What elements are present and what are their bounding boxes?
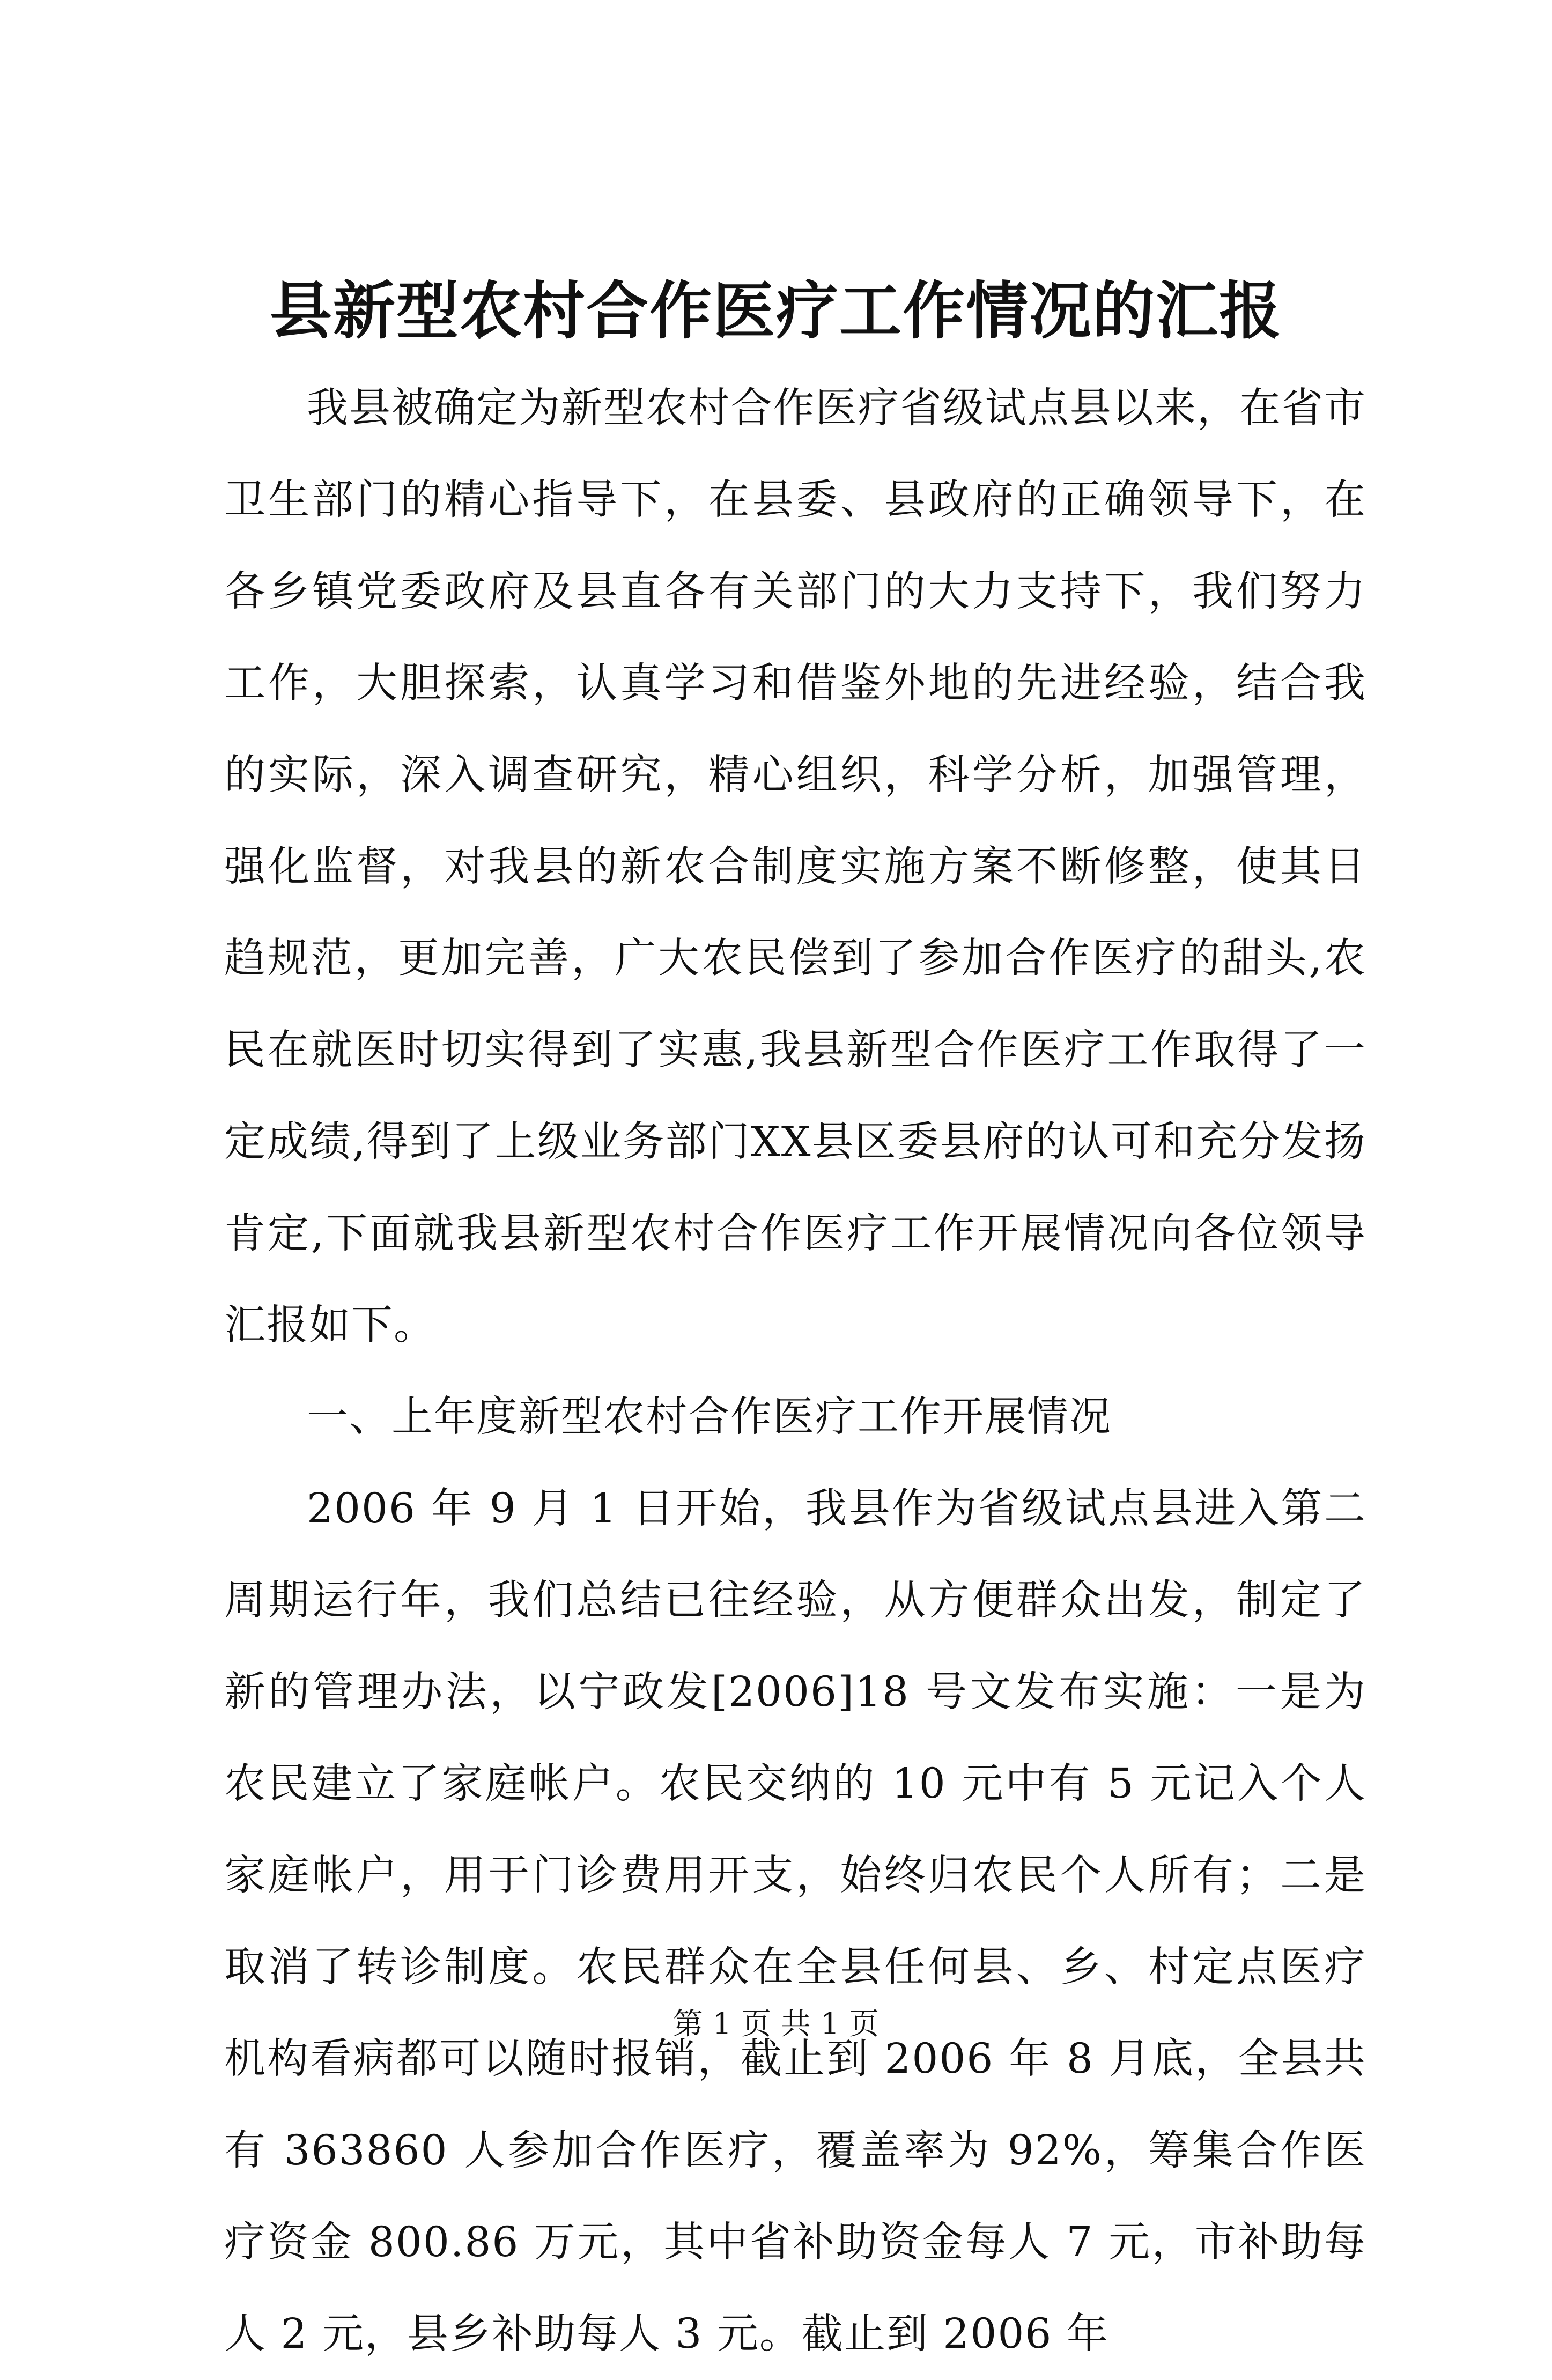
document-title: 县新型农村合作医疗工作情况的汇报 xyxy=(270,275,1282,348)
intro-paragraph: 我县被确定为新型农村合作医疗省级试点县以来，在省市卫生部门的精心指导下，在县委、县政府的正确领导下，在各乡镇党委政府及县直各有关部门的大力支持下，我们努力工作，大胆探索，认真学习和借鉴外地的先进经验，结合我的实际，深入调查研究，精心组织，科学分析，加强管理，强化监督，对我县的新农合制度实施方案不断修整，使其日趋规范，更加完善，广大农民偿到了参加合作医疗的甜头,农民在就医时切实得到了实惠,我县新型合作医疗工作取得了一定成绩,得到了上级业务部门XX县区委县府的认可和充分发扬肯定,下面就我县新型农村合作医疗工作开展情况向各位领导汇报如下。 xyxy=(224,385,1366,1349)
page-number-footer: 第 1 页 共 1 页 xyxy=(672,2007,880,2042)
section-heading: 一、上年度新型农村合作医疗工作开展情况 xyxy=(307,1393,1112,1441)
section-paragraph: 2006 年 9 月 1 日开始，我县作为省级试点县进入第二周期运行年，我们总结已往经验，从方便群众出发，制定了新的管理办法，以宁政发[2006]18 号文发布实施：一是为农民建立了家庭帐户。农民交纳的 10 元中有 5 元记入个人家庭帐户，用于门诊费用开支，始终归农民个人所有；二是取消了转诊制度。农民群众在全县任何县、乡、村定点医疗机构看病都可以随时报销，截止到 2006 年 8 月底，全县共有 363860 人参加合作医疗，覆盖率为 92%，筹集合作医疗资金 800.86 万元，其中省补助资金每人 7 元，市补助每人 2 元，县乡补助每人 3 元。截止到 2006 年 xyxy=(224,1485,1366,2358)
document-body xyxy=(224,363,1366,2380)
